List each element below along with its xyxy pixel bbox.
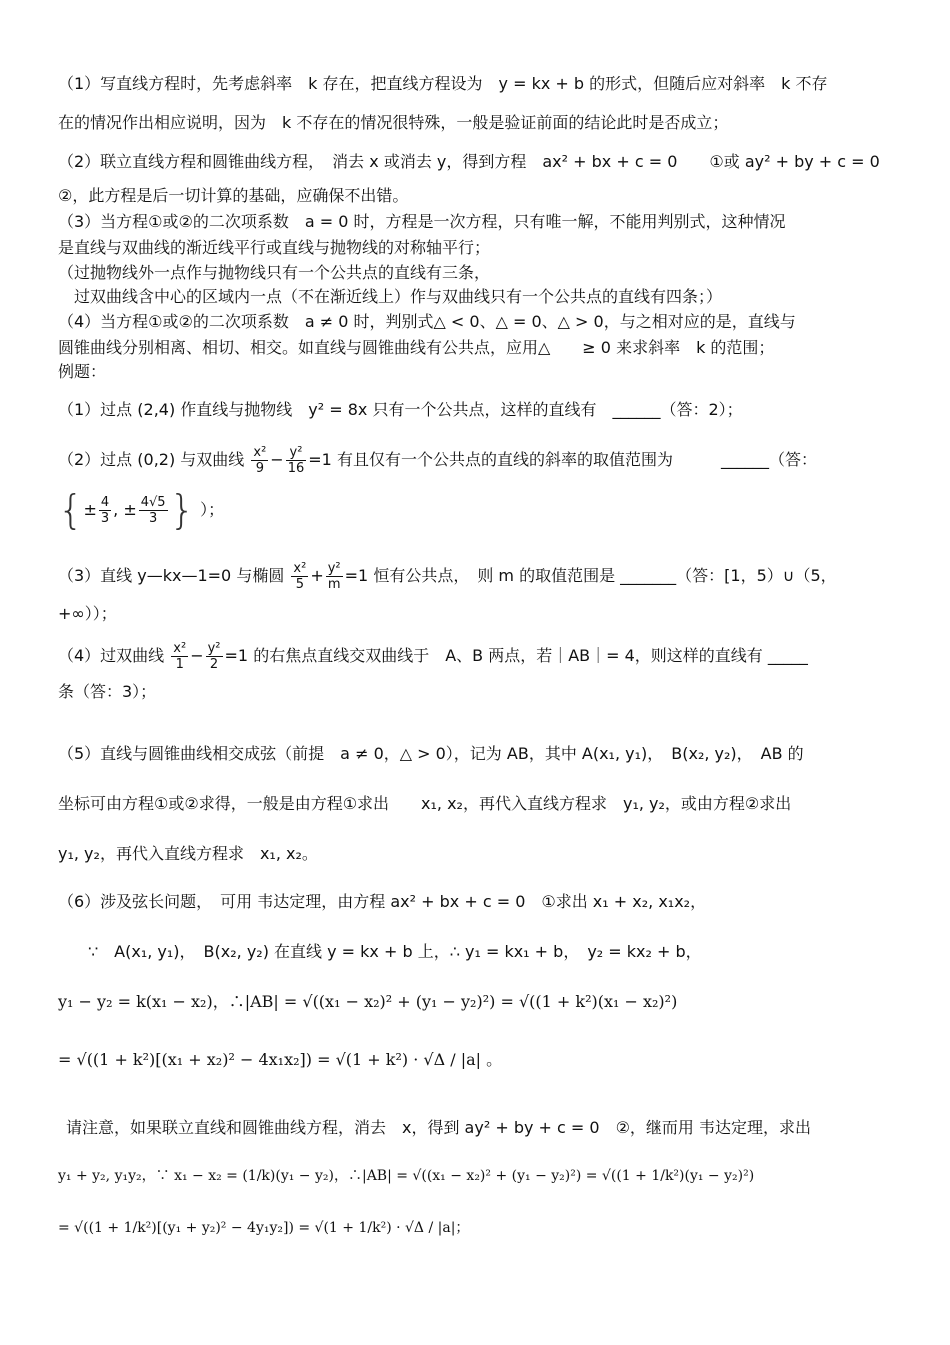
equation-rhs: =1 (344, 566, 369, 585)
text-line: 在的情况作出相应说明，因为 k 不存在的情况很特殊，一般是验证前面的结论此时是否成立； (58, 113, 729, 132)
fraction (99, 495, 111, 526)
denominator: 16 (287, 461, 305, 476)
equation-rhs: =1 (308, 450, 332, 469)
fraction (286, 445, 307, 476)
equation-rhs: =1 (224, 646, 249, 665)
fraction (139, 495, 168, 526)
fraction (206, 641, 223, 672)
text-line: （2）联立直线方程和圆锥曲线方程， 消去 x 或消去 y，得到方程 ax² + bx + c = 0 ①或 ay² + by + c = 0 (58, 152, 880, 171)
denominator: 5 (295, 577, 305, 592)
paragraph-6: ∵ A(x₁, y₁)， B(x₂, y₂) 在直线 y = kx + b 上，∴ y₁ = kx₁ + b， y₂ = kx₂ + b， (88, 942, 702, 961)
text-line: 例题： (58, 362, 107, 381)
example-3-tail: +∞））； (58, 604, 117, 623)
formula-chord-length-y: y₁ + y₂, y₁y₂，∵ x₁ − x₂ = (1/k)(y₁ − y₂)，∴|AB| = √((x₁ − x₂)² + (y₁ − y₂)²) = √((1 + 1/k²)(y₁ − y₂)²) (58, 1168, 755, 1184)
formula-chord-length-y: = √((1 + 1/k²)[(y₁ + y₂)² − 4y₁y₂]) = √(1 + 1/k²) · √Δ / |a|； (58, 1220, 470, 1236)
paragraph-7: 请注意，如果联立直线和圆锥曲线方程，消去 x，得到 ay² + by + c = 0 ②，继而用 韦达定理，求出 (66, 1118, 812, 1137)
example-2-close: ）； (200, 500, 225, 519)
formula-chord-length: = √((1 + k²)[(x₁ + x₂)² − 4x₁x₂]) = √(1 + k²) · √Δ / |a| 。 (58, 1050, 503, 1069)
numerator: x² (293, 561, 307, 576)
numerator: y² (286, 445, 307, 461)
numerator: 4 (100, 495, 110, 510)
example-3-text: （3）直线 y—kx—1=0 与椭圆 (58, 566, 285, 585)
fraction (291, 561, 308, 592)
text-line: 过双曲线含中心的区域内一点（不在渐近线上）作与双曲线只有一个公共点的直线有四条；） (58, 287, 723, 306)
denominator: 1 (175, 657, 184, 672)
fraction (326, 561, 343, 592)
formula-chord-length: y₁ − y₂ = k(x₁ − x₂)，∴|AB| = √((x₁ − x₂)² + (y₁ − y₂)²) = √((1 + k²)(x₁ − x₂)²) (58, 992, 678, 1011)
text-line: （过抛物线外一点作与抛物线只有一个公共点的直线有三条， (58, 263, 491, 282)
example-4-text: 的右焦点直线交双曲线于 A、B 两点，若｜AB｜= 4，则这样的直线有 _____ (253, 646, 808, 665)
numerator: x² (253, 445, 267, 460)
paragraph-5: 坐标可由方程①或②求得，一般是由方程①求出 x₁, x₂，再代入直线方程求 y₁, y₂，或由方程②求出 (58, 794, 792, 813)
example-3-text: 恒有公共点， 则 m 的取值范围是 _______（答：[1，5）∪（5， (373, 566, 837, 585)
example-4: （4）过双曲线 $\frac{\text{x²}}{1}$ − $\frac{\text{y²}}{2}$ =1 的右焦点直线交双曲线于 A、B 两点，若｜AB｜= 4，则这样的直线有 _____ (58, 641, 808, 672)
denominator: 9 (255, 461, 264, 476)
denominator: 3 (148, 511, 158, 526)
paragraph-5: y₁, y₂，再代入直线方程求 x₁, x₂。 (58, 844, 318, 863)
fraction (171, 641, 188, 672)
example-2-text: 有且仅有一个公共点的直线的斜率的取值范围为 ______（答： (336, 450, 817, 469)
numerator: x² (173, 641, 187, 656)
numerator: 4√5 (140, 495, 166, 510)
text-line: 是直线与双曲线的渐近线平行或直线与抛物线的对称轴平行； (58, 238, 491, 257)
text-line: （1）写直线方程时，先考虑斜率 k 存在，把直线方程设为 y = kx + b 的形式，但随后应对斜率 k 不存 (58, 74, 828, 93)
example-2: （2）过点 (0,2) 与双曲线 $\frac{\text{x²}}{9}$ − $\frac{\text{y²}}{16}$ =1 有且仅有一个公共点的直线的斜率的取值范围为 ______（答： (58, 445, 817, 476)
left-brace: { (58, 487, 84, 534)
text-line: 圆锥曲线分别相离、相切、相交。如直线与圆锥曲线有公共点，应用△ ≥ 0 来求斜率 k 的范围； (58, 338, 775, 357)
text-line: ②，此方程是后一切计算的基础，应确保不出错。 (58, 186, 409, 205)
paragraph-6: （6）涉及弦长问题， 可用 韦达定理，由方程 ax² + bx + c = 0 ①求出 x₁ + x₂, x₁x₂， (58, 892, 707, 911)
example-3: （3）直线 y—kx—1=0 与椭圆 $\frac{\text{x²}}{5}$ + $\frac{\text{y²}}{m}$ =1 恒有公共点， 则 m 的取值范围是 _______（答：[1，5）∪（5， (58, 561, 837, 592)
text-line: （3）当方程①或②的二次项系数 a = 0 时，方程是一次方程，只有唯一解，不能用判别式，这种情况 (58, 212, 786, 231)
denominator: 3 (100, 511, 110, 526)
right-brace: } (169, 487, 195, 534)
denominator: m (327, 577, 341, 592)
numerator: y² (327, 561, 341, 576)
text-line: （4）当方程①或②的二次项系数 a ≠ 0 时，判别式△ < 0、△ = 0、△ > 0，与之相对应的是，直线与 (58, 312, 796, 331)
numerator: y² (207, 641, 221, 656)
denominator: 2 (209, 657, 219, 672)
example-1: （1）过点 (2,4) 作直线与抛物线 y² = 8x 只有一个公共点，这样的直线有 ______（答：2）； (58, 400, 743, 419)
example-2-text: （2）过点 (0,2) 与双曲线 (58, 450, 245, 469)
example-4-text: （4）过双曲线 (58, 646, 165, 665)
example-2-answer: {± $\frac{4}{3}$ , ± $\frac{4√5}{3}$ } ）； (58, 487, 225, 534)
example-4-tail: 条（答：3）； (58, 682, 157, 701)
paragraph-5: （5）直线与圆锥曲线相交成弦（前提 a ≠ 0，△ > 0），记为 AB，其中 A(x₁, y₁)， B(x₂, y₂)， AB 的 (58, 744, 804, 763)
fraction (251, 445, 268, 476)
